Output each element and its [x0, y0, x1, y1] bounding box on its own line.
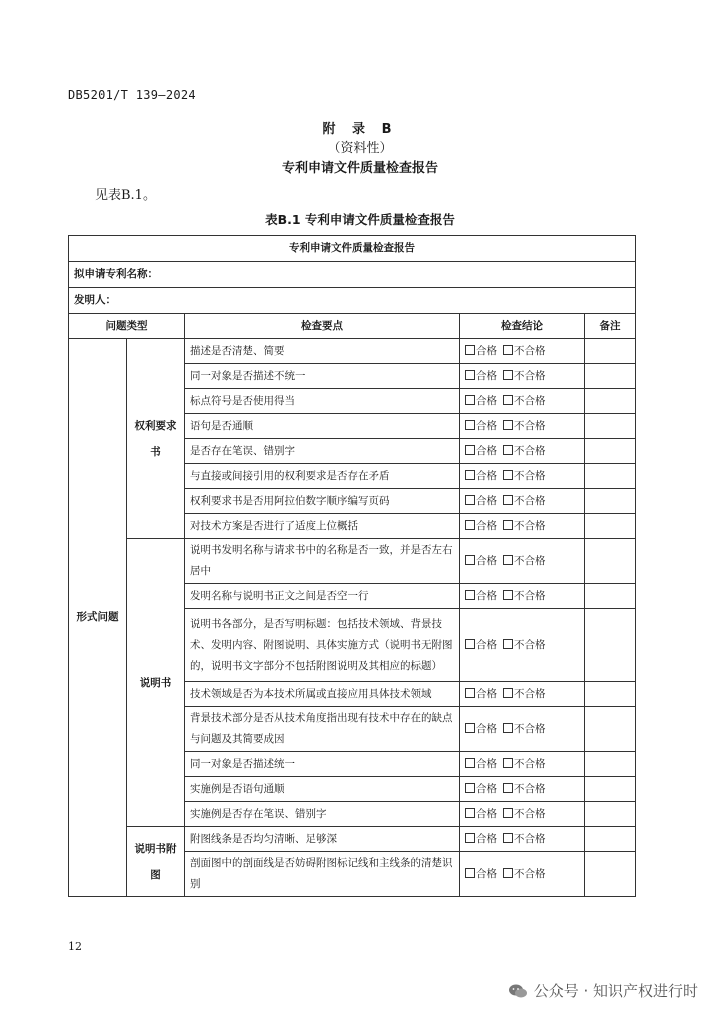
fail-checkbox[interactable]	[503, 783, 513, 793]
quality-check-table	[68, 235, 636, 897]
pass-label: 合格	[476, 757, 497, 770]
pass-checkbox[interactable]	[465, 470, 475, 480]
pass-label: 合格	[476, 444, 497, 457]
column-header: 检查要点	[185, 314, 460, 339]
check-point: 同一对象是否描述统一	[185, 752, 460, 777]
fail-label: 不合格	[514, 687, 546, 700]
check-point: 描述是否清楚、简要	[185, 339, 460, 364]
fail-label: 不合格	[514, 444, 546, 457]
conclusion-cell	[460, 414, 585, 439]
fail-label: 不合格	[514, 867, 546, 880]
fail-checkbox[interactable]	[503, 395, 513, 405]
column-header: 问题类型	[69, 314, 185, 339]
pass-label: 合格	[476, 722, 497, 735]
pass-checkbox[interactable]	[465, 395, 475, 405]
remark-cell[interactable]	[585, 514, 636, 539]
conclusion-cell	[460, 682, 585, 707]
pass-checkbox[interactable]	[465, 495, 475, 505]
column-header: 检查结论	[460, 314, 585, 339]
watermark	[508, 980, 698, 1001]
fail-label: 不合格	[514, 832, 546, 845]
conclusion-cell	[460, 389, 585, 414]
fail-checkbox[interactable]	[503, 495, 513, 505]
remark-cell[interactable]	[585, 584, 636, 609]
conclusion-cell	[460, 489, 585, 514]
conclusion-cell	[460, 539, 585, 584]
remark-cell[interactable]	[585, 464, 636, 489]
pass-checkbox[interactable]	[465, 639, 475, 649]
remark-cell[interactable]	[585, 707, 636, 752]
check-point: 剖面图中的剖面线是否妨碍附图标记线和主线条的清楚识别	[185, 852, 460, 897]
fail-label: 不合格	[514, 519, 546, 532]
fail-checkbox[interactable]	[503, 808, 513, 818]
check-point: 发明名称与说明书正文之间是否空一行	[185, 584, 460, 609]
check-point: 背景技术部分是否从技术角度指出现有技术中存在的缺点与问题及其简要成因	[185, 707, 460, 752]
remark-cell[interactable]	[585, 777, 636, 802]
remark-cell[interactable]	[585, 389, 636, 414]
pass-label: 合格	[476, 469, 497, 482]
pass-checkbox[interactable]	[465, 723, 475, 733]
pass-label: 合格	[476, 807, 497, 820]
fail-label: 不合格	[514, 638, 546, 651]
fail-checkbox[interactable]	[503, 520, 513, 530]
standard-code: DB5201/T 139—2024	[68, 88, 196, 102]
appendix-nature: （资料性）	[327, 141, 393, 156]
pass-label: 合格	[476, 394, 497, 407]
check-point: 技术领域是否为本技术所属或直接应用具体技术领域	[185, 682, 460, 707]
subcategory-cell: 说明书	[127, 539, 185, 827]
check-point: 对技术方案是否进行了适度上位概括	[185, 514, 460, 539]
watermark-text: 公众号 · 知识产权进行时	[533, 982, 698, 1000]
table-title: 专利申请文件质量检查报告	[69, 236, 636, 262]
page-number: 12	[68, 940, 82, 953]
fail-checkbox[interactable]	[503, 420, 513, 430]
fail-label: 不合格	[514, 757, 546, 770]
pass-label: 合格	[476, 554, 497, 567]
wechat-icon	[508, 983, 528, 999]
pass-checkbox[interactable]	[465, 783, 475, 793]
fail-checkbox[interactable]	[503, 370, 513, 380]
inventor-label: 发明人：	[69, 288, 636, 314]
check-point: 附图线条是否均匀清晰、足够深	[185, 827, 460, 852]
pass-label: 合格	[476, 589, 497, 602]
pass-checkbox[interactable]	[465, 758, 475, 768]
remark-cell[interactable]	[585, 802, 636, 827]
pass-checkbox[interactable]	[465, 345, 475, 355]
check-point: 与直接或间接引用的权利要求是否存在矛盾	[185, 464, 460, 489]
remark-cell[interactable]	[585, 364, 636, 389]
fail-label: 不合格	[514, 807, 546, 820]
subcategory-cell: 权利要求书	[127, 339, 185, 539]
pass-checkbox[interactable]	[465, 688, 475, 698]
fail-checkbox[interactable]	[503, 555, 513, 565]
conclusion-cell	[460, 609, 585, 682]
subcategory-cell: 说明书附图	[127, 827, 185, 897]
fail-label: 不合格	[514, 722, 546, 735]
fail-label: 不合格	[514, 494, 546, 507]
pass-checkbox[interactable]	[465, 370, 475, 380]
fail-checkbox[interactable]	[503, 590, 513, 600]
fail-checkbox[interactable]	[503, 345, 513, 355]
pass-label: 合格	[476, 782, 497, 795]
pass-label: 合格	[476, 369, 497, 382]
check-point: 标点符号是否使用得当	[185, 389, 460, 414]
fail-label: 不合格	[514, 589, 546, 602]
conclusion-cell	[460, 852, 585, 897]
fail-label: 不合格	[514, 344, 546, 357]
fail-label: 不合格	[514, 554, 546, 567]
pass-checkbox[interactable]	[465, 555, 475, 565]
remark-cell[interactable]	[585, 682, 636, 707]
conclusion-cell	[460, 584, 585, 609]
conclusion-cell	[460, 439, 585, 464]
remark-cell[interactable]	[585, 489, 636, 514]
check-point: 语句是否通顺	[185, 414, 460, 439]
check-point: 实施例是否存在笔误、错别字	[185, 802, 460, 827]
pass-checkbox[interactable]	[465, 868, 475, 878]
conclusion-cell	[460, 514, 585, 539]
check-point: 说明书各部分，是否写明标题：包括技术领域、背景技术、发明内容、附图说明、具体实施方式（说明书无附图的，说明书文字部分不包括附图说明及其相应的标题）	[185, 609, 460, 682]
pass-checkbox[interactable]	[465, 420, 475, 430]
pass-checkbox[interactable]	[465, 590, 475, 600]
fail-label: 不合格	[514, 419, 546, 432]
fail-checkbox[interactable]	[503, 758, 513, 768]
table-caption: 表B.1 专利申请文件质量检查报告	[265, 212, 455, 227]
remark-cell[interactable]	[585, 752, 636, 777]
conclusion-cell	[460, 707, 585, 752]
pass-label: 合格	[476, 832, 497, 845]
remark-cell[interactable]	[585, 339, 636, 364]
fail-checkbox[interactable]	[503, 445, 513, 455]
conclusion-cell	[460, 464, 585, 489]
patent-name-label: 拟申请专利名称：	[69, 262, 636, 288]
conclusion-cell	[460, 827, 585, 852]
check-point: 实施例是否语句通顺	[185, 777, 460, 802]
pass-label: 合格	[476, 867, 497, 880]
pass-label: 合格	[476, 638, 497, 651]
fail-checkbox[interactable]	[503, 639, 513, 649]
fail-checkbox[interactable]	[503, 470, 513, 480]
report-title: 专利申请文件质量检查报告	[281, 161, 438, 176]
pass-label: 合格	[476, 344, 497, 357]
check-point: 是否存在笔误、错别字	[185, 439, 460, 464]
intro-text: 见表B.1。	[95, 188, 156, 203]
pass-label: 合格	[476, 494, 497, 507]
pass-label: 合格	[476, 687, 497, 700]
remark-cell[interactable]	[585, 414, 636, 439]
fail-label: 不合格	[514, 394, 546, 407]
remark-cell[interactable]	[585, 827, 636, 852]
fail-checkbox[interactable]	[503, 833, 513, 843]
fail-checkbox[interactable]	[503, 688, 513, 698]
conclusion-cell	[460, 802, 585, 827]
fail-checkbox[interactable]	[503, 723, 513, 733]
column-header: 备注	[585, 314, 636, 339]
remark-cell[interactable]	[585, 539, 636, 584]
fail-checkbox[interactable]	[503, 868, 513, 878]
fail-label: 不合格	[514, 369, 546, 382]
conclusion-cell	[460, 339, 585, 364]
check-point: 权利要求书是否用阿拉伯数字顺序编写页码	[185, 489, 460, 514]
pass-checkbox[interactable]	[465, 808, 475, 818]
remark-cell[interactable]	[585, 852, 636, 897]
fail-label: 不合格	[514, 469, 546, 482]
remark-cell[interactable]	[585, 439, 636, 464]
appendix-title: 附 录 B	[322, 122, 398, 137]
conclusion-cell	[460, 364, 585, 389]
fail-label: 不合格	[514, 782, 546, 795]
conclusion-cell	[460, 752, 585, 777]
pass-label: 合格	[476, 419, 497, 432]
category-cell: 形式问题	[69, 339, 127, 897]
remark-cell[interactable]	[585, 609, 636, 682]
check-point: 同一对象是否描述不统一	[185, 364, 460, 389]
pass-checkbox[interactable]	[465, 445, 475, 455]
conclusion-cell	[460, 777, 585, 802]
check-point: 说明书发明名称与请求书中的名称是否一致，并是否左右居中	[185, 539, 460, 584]
pass-checkbox[interactable]	[465, 520, 475, 530]
pass-label: 合格	[476, 519, 497, 532]
pass-checkbox[interactable]	[465, 833, 475, 843]
